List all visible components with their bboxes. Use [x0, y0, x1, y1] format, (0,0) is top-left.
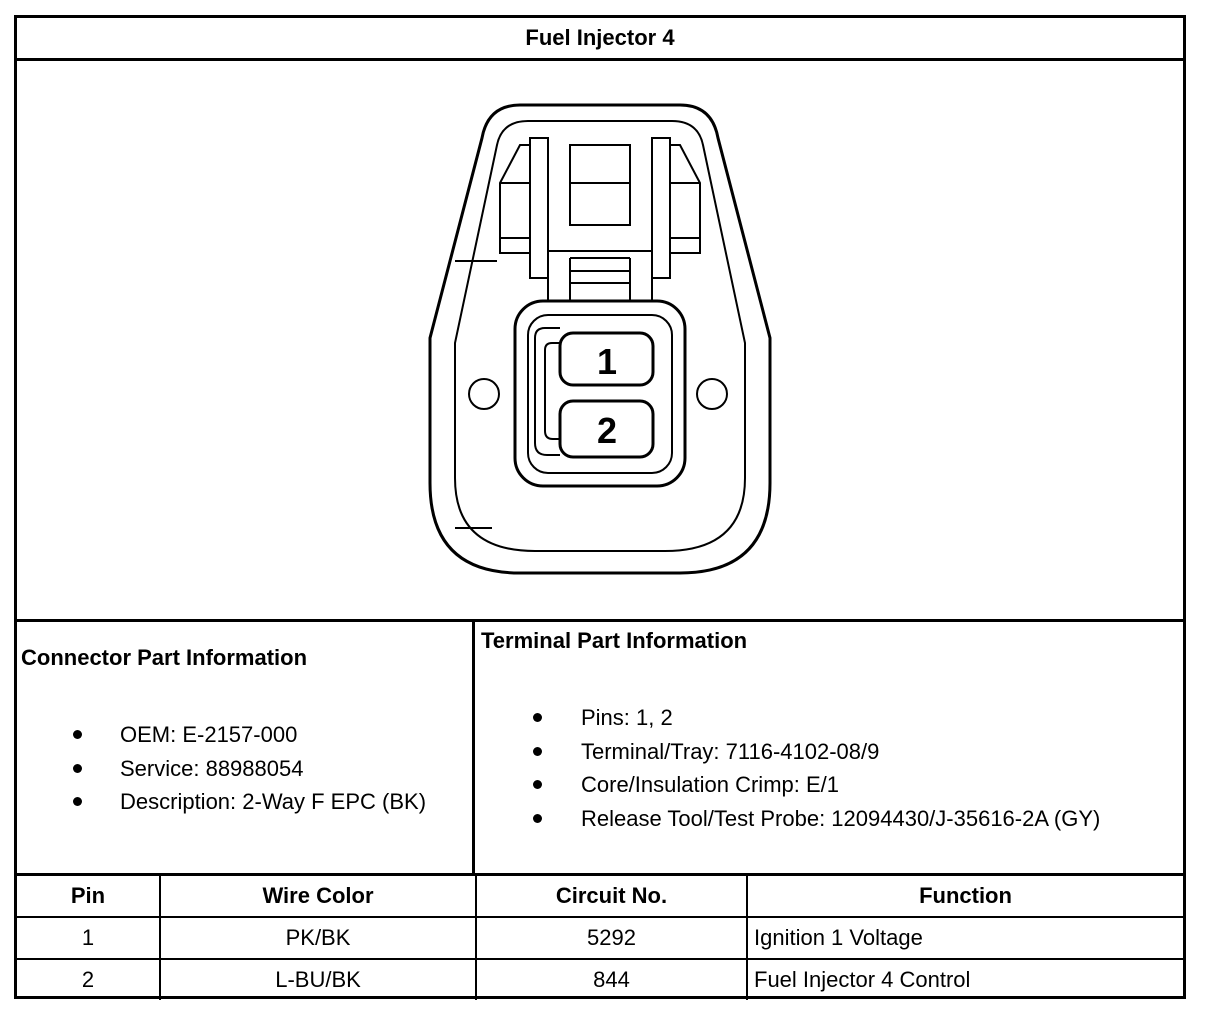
- cell-function: Ignition 1 Voltage: [747, 917, 1183, 959]
- latch-window: [570, 145, 630, 225]
- cell-function: Fuel Injector 4 Control: [747, 959, 1183, 1000]
- connector-sheet: [14, 15, 1186, 999]
- connector-info-title: Connector Part Information: [21, 645, 308, 670]
- latch-right-rail: [652, 138, 670, 278]
- latch-right-guide: [670, 145, 700, 253]
- cell-circuit-no: 5292: [476, 917, 747, 959]
- header-pin: Pin: [17, 876, 160, 917]
- latch-tab: [548, 138, 652, 251]
- header-function: Function: [747, 876, 1183, 917]
- part-information-row: [17, 622, 1183, 876]
- connector-part-info: Connector Part Information OEM: E-2157-000 Service: 88988054 Description: 2-Way F EPC (BK): [17, 622, 475, 873]
- pin-label-2: 2: [596, 410, 618, 451]
- terminal-part-info: Terminal Part Information Pins: 1, 2 Terminal/Tray: 7116-4102-08/9 Core/Insulation Crimp: E/1 Release Tool/Test Probe: 12094430/J-35616-2A (GY): [481, 628, 1101, 831]
- cell-pin: 2: [17, 959, 160, 1000]
- cell-circuit-no: 844: [476, 959, 747, 1000]
- pin-label-1: 1: [596, 341, 618, 382]
- table-row: [17, 959, 1183, 1000]
- terminal-info-title: Terminal Part Information: [481, 628, 748, 653]
- table-header-row: [17, 876, 1183, 917]
- latch-left-guide: [500, 145, 530, 253]
- mounting-hole-right: [697, 379, 727, 409]
- housing-outline: [430, 105, 770, 573]
- table-row: [17, 917, 1183, 959]
- header-wire-color: Wire Color: [160, 876, 476, 917]
- latch-left-rail: [530, 138, 548, 278]
- page-title: Fuel Injector 4: [17, 18, 1183, 61]
- cell-pin: 1: [17, 917, 160, 959]
- header-circuit-no: Circuit No.: [476, 876, 747, 917]
- mounting-hole-left: [469, 379, 499, 409]
- cell-wire-color: PK/BK: [160, 917, 476, 959]
- pin-table: [17, 876, 1183, 1000]
- cell-wire-color: L-BU/BK: [160, 959, 476, 1000]
- connector-diagram: [17, 61, 1183, 622]
- connector-face-drawing: [17, 61, 1183, 619]
